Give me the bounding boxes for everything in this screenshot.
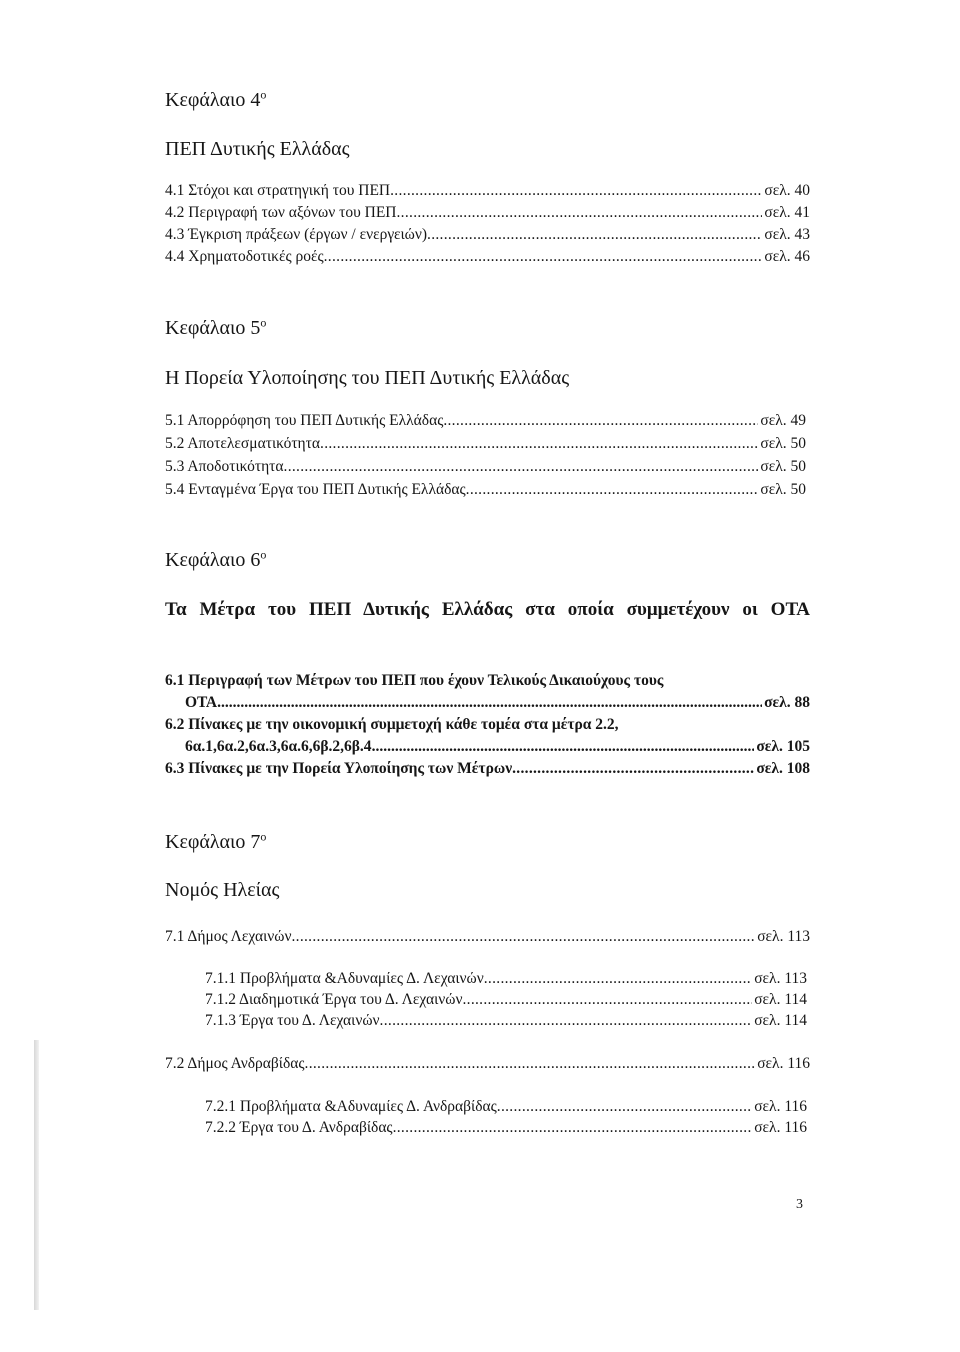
toc-entry-6-1[interactable]: 6.1 Περιγραφή των Μέτρων του ΠΕΠ που έχουν Τελικούς Δικαιούχους τους ΟΤΑ σελ. 88 ..... — [165, 670, 810, 692]
toc-entry-5-4[interactable]: 5.4 Ενταγμένα Έργα του ΠΕΠ Δυτικής Ελλάδας σελ. 50 ..... — [165, 479, 806, 501]
toc-entry-7-2-2[interactable]: 7.2.2 Έργα του Δ. Ανδραβίδας σελ. 116 ..... — [205, 1117, 807, 1139]
toc-entry-5-1[interactable]: 5.1 Απορρόφηση του ΠΕΠ Δυτικής Ελλάδας σελ. 49 ..... — [165, 410, 806, 432]
chapter-7-heading: Κεφάλαιο $7^o$ — [165, 829, 267, 853]
chapter-4-title: ΠΕΠ Δυτικής Ελλάδας — [165, 138, 350, 160]
scan-edge-shadow — [34, 1040, 39, 1310]
chapter-5-title: Η Πορεία Υλοποίησης του ΠΕΠ Δυτικής Ελλάδας — [165, 367, 570, 389]
toc-entry-6-2-continuation: 6α.1,6α.2,6α.3,6α.6,6β.2,6β.4 σελ. 105 ..... — [185, 736, 810, 758]
toc-entry-4-3[interactable]: 4.3 Έγκριση πράξεων (έργων / ενεργειών) σελ. 43 ..... — [165, 224, 810, 246]
toc-entry-4-2[interactable]: 4.2 Περιγραφή των αξόνων του ΠΕΠ σελ. 41 ..... — [165, 202, 810, 224]
toc-entry-6-2[interactable]: 6.2 Πίνακες με την οικονομική συμμετοχή κάθε τομέα στα μέτρα 2.2, 6α.1,6α.2,6α.3,6α.6,6β.2,6β.4 σελ. 105 ..... — [165, 714, 810, 736]
chapter-6-heading: Κεφάλαιο $6^o$ — [165, 547, 267, 571]
toc-entry-7-1-1[interactable]: 7.1.1 Προβλήματα &Αδυναμίες Δ. Λεχαινών σελ. 113 ..... — [205, 968, 807, 990]
toc-entry-4-1[interactable]: 4.1 Στόχοι και στρατηγική του ΠΕΠ σελ. 40 ..... — [165, 180, 810, 202]
chapter-4-heading: Κεφάλαιο $4^o$ — [165, 87, 267, 111]
toc-entry-7-2[interactable]: 7.2 Δήμος Ανδραβίδας σελ. 116 ..... — [165, 1053, 810, 1075]
toc-entry-7-1-3[interactable]: 7.1.3 Έργα του Δ. Λεχαινών σελ. 114 ..... — [205, 1010, 807, 1032]
toc-entry-7-1-2[interactable]: 7.1.2 Διαδημοτικά Έργα του Δ. Λεχαινών σελ. 114 ..... — [205, 989, 807, 1011]
chapter-6-title-line1: Τα Μέτρα του ΠΕΠ Δυτικής Ελλάδας στα οποία συμμετέχουν οι ΟΤΑ — [165, 599, 810, 620]
toc-entry-5-2[interactable]: 5.2 Αποτελεσματικότητα σελ. 50 ..... — [165, 433, 806, 455]
toc-entry-7-1[interactable]: 7.1 Δήμος Λεχαινών σελ. 113 ..... — [165, 926, 810, 948]
toc-entry-6-3[interactable]: 6.3 Πίνακες με την Πορεία Υλοποίησης των Μέτρων σελ. 108 ..... — [165, 758, 810, 780]
toc-entry-7-2-1[interactable]: 7.2.1 Προβλήματα &Αδυναμίες Δ. Ανδραβίδας σελ. 116 ..... — [205, 1096, 807, 1118]
toc-entry-6-1-continuation: ΟΤΑ σελ. 88 ..... — [185, 692, 810, 714]
page-number: 3 — [796, 1197, 803, 1212]
toc-entry-5-3[interactable]: 5.3 Αποδοτικότητα σελ. 50 ..... — [165, 456, 806, 478]
toc-entry-4-4[interactable]: 4.4 Χρηματοδοτικές ροές σελ. 46 ..... — [165, 246, 810, 268]
chapter-7-title: Νομός Ηλείας — [165, 879, 280, 901]
chapter-5-heading: Κεφάλαιο $5^o$ — [165, 315, 267, 339]
